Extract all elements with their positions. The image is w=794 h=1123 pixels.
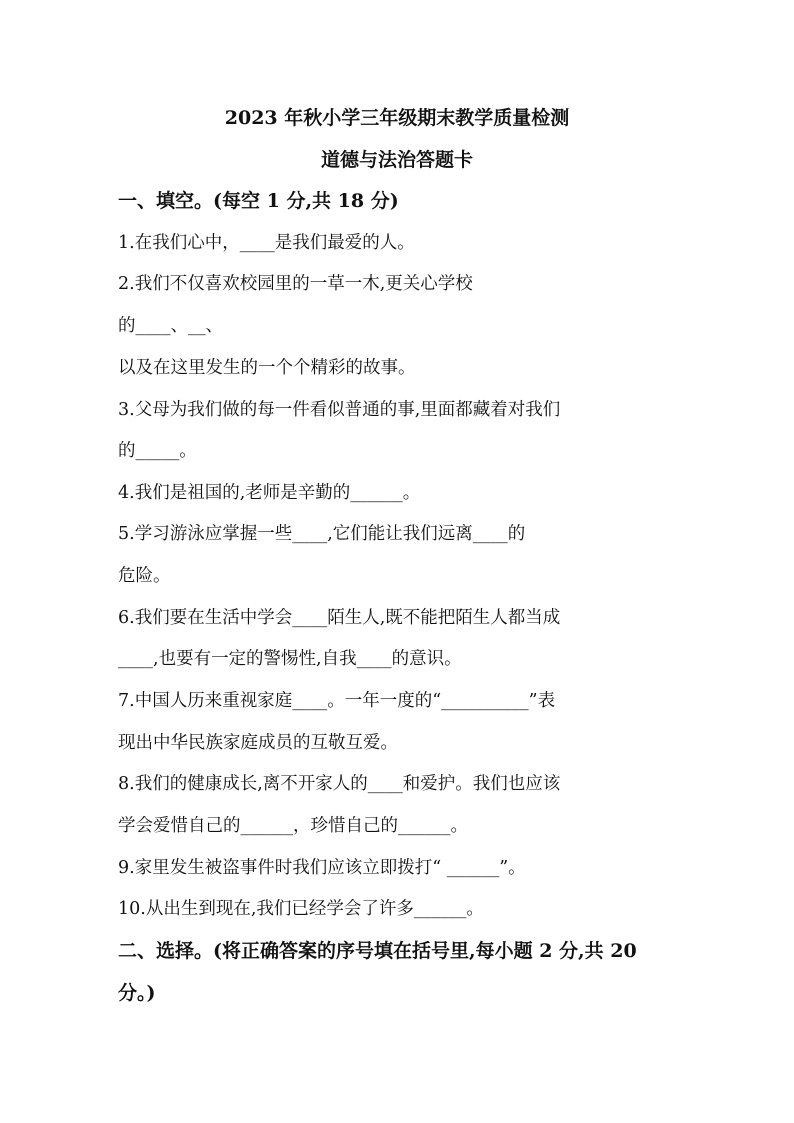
- section-1-heading: 一、填空。(每空 1 分,共 18 分): [118, 190, 399, 212]
- section-2-heading-line-1: 二、选择。(将正确答案的序号填在括号里,每小题 2 分,共 20: [118, 940, 637, 962]
- document-subtitle: 道德与法治答题卡: [320, 149, 473, 171]
- question-2-line-3: 以及在这里发生的一个个精彩的故事。: [118, 358, 416, 378]
- question-9: 9.家里发生被盗事件时我们应该立即拨打“ ______”。: [118, 858, 526, 878]
- question-7-line-2: 现出中华民族家庭成员的互敬互爱。: [118, 733, 398, 753]
- document-title: 2023 年秋小学三年级期末教学质量检测: [224, 107, 570, 129]
- question-6-line-1: 6.我们要在生活中学会____陌生人,既不能把陌生人都当成: [118, 608, 561, 628]
- question-7-line-1: 7.中国人历来重视家庭____。一年一度的“__________”表: [118, 691, 556, 711]
- question-6-line-2: ____,也要有一定的警惕性,自我____的意识。: [118, 649, 462, 669]
- question-4: 4.我们是祖国的,老师是辛勤的______。: [118, 483, 421, 503]
- question-8-line-2: 学会爱惜自己的______，珍惜自己的______。: [118, 816, 468, 836]
- question-3-line-1: 3.父母为我们做的每一件看似普通的事,里面都藏着对我们: [118, 400, 561, 420]
- question-2-line-2: 的____、__、: [118, 316, 223, 336]
- question-2-line-1: 2.我们不仅喜欢校园里的一草一木,更关心学校: [118, 274, 473, 294]
- question-8-line-1: 8.我们的健康成长,离不开家人的____和爱护。我们也应该: [118, 774, 561, 794]
- section-2-heading-line-2: 分。): [118, 982, 156, 1004]
- question-1: 1.在我们心中，____是我们最爱的人。: [118, 233, 415, 253]
- question-3-line-2: 的_____。: [118, 441, 197, 461]
- question-5-line-1: 5.学习游泳应掌握一些____,它们能让我们远离____的: [118, 524, 526, 544]
- question-5-line-2: 危险。: [118, 566, 171, 586]
- question-10: 10.从出生到现在,我们已经学会了许多______。: [118, 899, 484, 919]
